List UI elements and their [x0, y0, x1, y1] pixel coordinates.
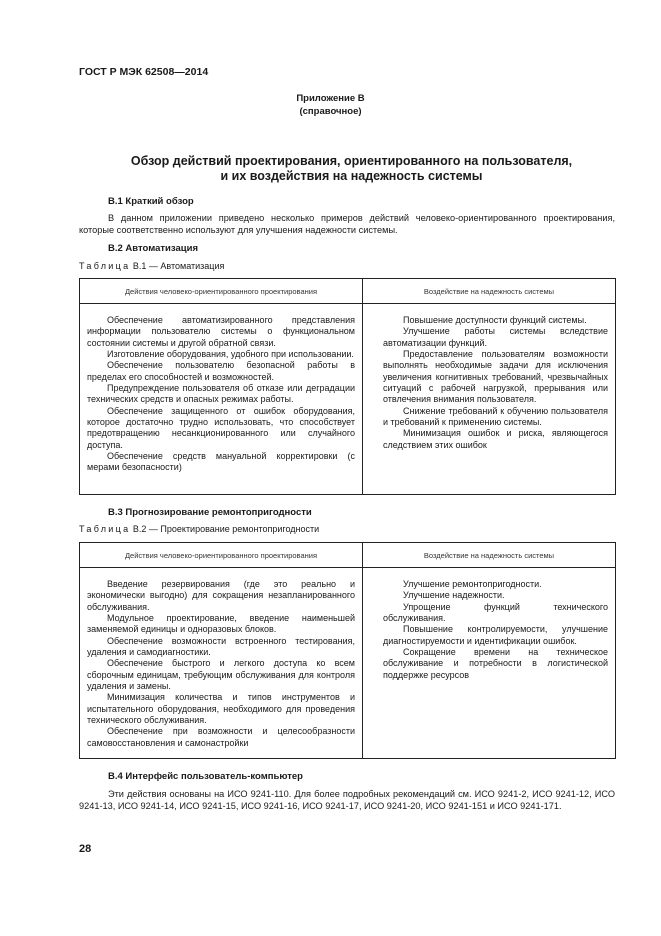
section-b2-heading: В.2 Автоматизация	[108, 243, 198, 254]
section-b1-text: В данном приложении приведено несколько примеров действий человеко-ориентированного проектирования, которые соответственно используют для улучшения надежности системы.	[79, 213, 615, 236]
document-code: ГОСТ Р МЭК 62508—2014	[79, 66, 209, 78]
table2-caption-prefix: Таблица	[79, 524, 131, 534]
table2-caption-text: В.2 — Проектирование ремонтопригодности	[132, 524, 320, 534]
section-b3-heading: В.3 Прогнозирование ремонтопригодности	[108, 507, 312, 518]
table1-impact-item: Снижение требований к обучению пользователя и требований к применению системы.	[383, 405, 608, 428]
table2-header-actions: Действия человеко-ориентированного проектирования	[80, 543, 363, 568]
table1-action-item: Обеспечение защищенного от ошибок оборудования, которое достаточно трудно использовать, что способствует предотвращению несанкционированного или случайного доступа.	[87, 405, 355, 450]
table2-action-item: Минимизация количества и типов инструментов и испытательного оборудования, необходимого для проведения технического обслуживания.	[87, 692, 355, 726]
table2-action-item: Введение резервирования (где это реально и экономически выгодно) для сокращения незапланированного обслуживания.	[87, 579, 355, 612]
table2-header-impact: Воздействие на надежность системы	[363, 543, 616, 568]
table1-action-item: Обеспечение пользователю безопасной работы в пределах его способностей и возможностей.	[87, 360, 355, 382]
section-b4-heading: В.4 Интерфейс пользователь-компьютер	[108, 771, 303, 782]
table2-impact-cell	[363, 568, 616, 759]
annex-title: Приложение В	[296, 93, 365, 104]
main-title-line-1: Обзор действий проектирования, ориентированного на пользователя,	[130, 154, 573, 168]
table1-impact-cell	[363, 304, 616, 495]
section-b4-text: Эти действия основаны на ИСО 9241-110. Для более подробных рекомендаций см. ИСО 9241-2, ИСО 9241-12, ИСО 9241-13, ИСО 9241-14, ИСО 9241-15, ИСО 9241-16, ИСО 9241-17, ИСО 9241-20, ИСО 9241-151 и ИСО 9241-171.	[79, 789, 615, 812]
table2-impact-item: Упрощение функций технического обслуживания.	[383, 601, 608, 624]
maintainability-table	[79, 542, 616, 759]
table1-actions-cell	[80, 304, 363, 495]
table2-actions-cell	[80, 568, 363, 759]
table2-impact-item: Улучшение надежности.	[403, 590, 505, 601]
automation-table	[79, 278, 616, 495]
page-number: 28	[79, 843, 92, 855]
table1-header-actions: Действия человеко-ориентированного проектирования	[80, 279, 363, 304]
table1-action-item: Изготовление оборудования, удобного при использовании.	[107, 349, 354, 360]
table1-action-item: Предупреждение пользователя об отказе или деградации технических средств и опасных режимах работы.	[87, 383, 355, 405]
table2-caption	[79, 524, 319, 534]
table1-impact-item: Улучшение работы системы вследствие автоматизации функций.	[383, 326, 608, 348]
table2-action-item: Модульное проектирование, введение наименьшей заменяемой единицы и одноразовых блоков.	[87, 613, 355, 635]
table1-caption-prefix: Таблица	[79, 261, 131, 271]
table1-action-item: Обеспечение автоматизированного представления информации пользователю системы о функциональном состоянии системы и другой обратной связи.	[87, 315, 355, 348]
table1-caption	[79, 261, 224, 271]
table2-impact-item: Улучшение ремонтопригодности.	[403, 579, 542, 589]
section-b1-heading: В.1 Краткий обзор	[108, 196, 194, 207]
table1-header-impact: Воздействие на надежность системы	[363, 279, 616, 304]
table1-impact-item: Предоставление пользователям возможности выполнять необходимые задачи для исключения увеличения когнитивных требований, чрезвычайных ситуаций с рабочей нагрузкой, прерывания или отвлечения внимания пользователя.	[383, 349, 608, 405]
table1-action-item: Обеспечение средств мануальной корректировки (с мерами безопасности)	[87, 451, 355, 473]
main-title	[79, 154, 624, 184]
table2-impact-item: Сокращение времени на техническое обслуживание и потребности в логистической поддержке ресурсов	[383, 647, 608, 680]
table2-action-item: Обеспечение при возможности и целесообразности самовосстановления и самонастройки	[87, 726, 355, 748]
table2-action-item: Обеспечение возможности встроенного тестирования, удаления и самодиагностики.	[87, 635, 355, 658]
table1-impact-item: Минимизация ошибок и риска, являющегося следствием этих ошибок	[383, 428, 608, 450]
table2-impact-item: Повышение контролируемости, улучшение диагностируемости и идентификации ошибок.	[383, 624, 608, 646]
table1-caption-text: В.1 — Автоматизация	[132, 261, 225, 271]
annex-subtitle: (справочное)	[299, 106, 362, 117]
table2-action-item: Обеспечение быстрого и легкого доступа ко всем сборочным единицам, требующим обслуживания для контроля удаления и замены.	[87, 658, 355, 692]
main-title-line-2: и их воздействия на надежность системы	[220, 169, 483, 183]
table1-impact-item: Повышение доступности функций системы.	[403, 315, 587, 325]
